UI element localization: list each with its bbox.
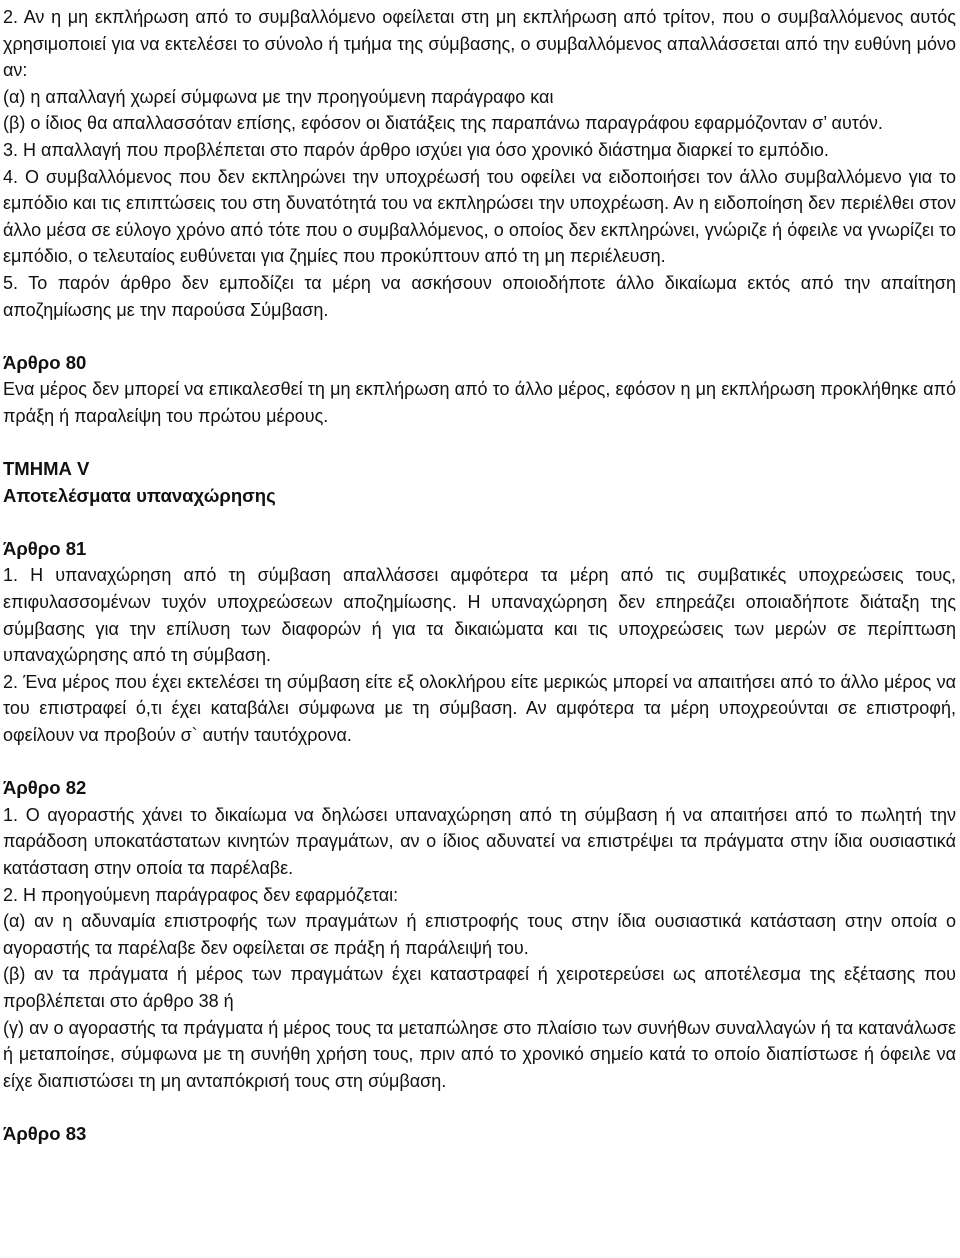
article79-item-b: (β) ο ίδιος θα απαλλασσόταν επίσης, εφόσον οι διατάξεις της παραπάνω παραγράφου εφαρμόζονταν σ’ αυτόν. (3, 113, 883, 134)
article80-text: Ενα μέρος δεν μπορεί να επικαλεσθεί τη μη εκπλήρωση από το άλλο μέρος, εφόσον η μη εκπλήρωση προκλήθηκε από πράξη ή παραλείψη του πρώτου μέρους. (3, 379, 956, 426)
spacer (3, 323, 956, 350)
article83-heading: Άρθρο 83 (3, 1122, 87, 1144)
spacer (3, 430, 956, 457)
article82-heading: Άρθρο 82 (3, 777, 87, 799)
article79-paragraph-2: 2. Αν η μη εκπλήρωση από το συμβαλλόμενο οφείλεται στη μη εκπλήρωση από τρίτον, που ο συμβαλλόμενος αυτός χρησιμοποιεί για να εκτελέσει το σύνολο ή τμήμα της σύμβασης, ο συμβαλλόμενος απαλλάσσεται από την ευθύνη μόνο αν: (3, 7, 956, 81)
article80-heading: Άρθρο 80 (3, 351, 87, 373)
article81-heading: Άρθρο 81 (3, 537, 87, 559)
section-heading: ΤΜΗΜΑ V (3, 458, 90, 480)
article82-item-c: (γ) αν ο αγοραστής τα πράγματα ή μέρος τους τα μεταπώλησε στο πλαίσιο των συνήθων συναλλαγών ή τα κατανάλωσε ή μεταποίησε, σύμφωνα με τη συνήθη χρήση τους, πριν από το χρονικό σημείο κατά το οποίο διαπίστωσε ή όφειλε να είχε διαπιστώσει τη μη ανταπόκρισή τους στη σύμβαση. (3, 1017, 956, 1091)
article82-paragraph-1: 1. Ο αγοραστής χάνει το δικαίωμα να δηλώσει υπαναχώρηση από τη σύμβαση ή να απαιτήσει από το πωλητή την παράδοση υποκατάστατων κινητών πραγμάτων, αν ο ίδιος αδυνατεί να επιστρέψει τα πράγματα στην ίδια ουσιαστικά κατάσταση στην οποία τα παρέλαβε. (3, 804, 956, 878)
article79-item-a: (α) η απαλλαγή χωρεί σύμφωνα με την προηγούμενη παράγραφο και (3, 86, 554, 107)
article79-paragraph-4: 4. Ο συμβαλλόμενος που δεν εκπληρώνει την υποχρέωσή του οφείλει να ειδοποιήσει τον άλλο συμβαλλόμενο για το εμπόδιο και τις επιπτώσεις του στη δυνατότητά του να εκπληρώσει την υποχρέωση. Αν η ειδοποίηση δεν περιέλθει στον άλλο μέσα σε εύλογο χρόνο από τότε που ο συμβαλλόμενος, ο οποίος δεν εκπληρώνει, γνώριζε ή όφειλε να γνωρίζει το εμπόδιο, ο τελευταίος ευθύνεται για ζημίες που προκύπτουν από τη μη περιέλευση. (3, 166, 956, 267)
article82-item-b: (β) αν τα πράγματα ή μέρος των πραγμάτων έχει καταστραφεί ή χειροτερεύσει ως αποτέλεσμα της εξέτασης που προβλέπεται στο άρθρο 38 ή (3, 964, 956, 1011)
article79-paragraph-3: 3. Η απαλλαγή που προβλέπεται στο παρόν άρθρο ισχύει για όσο χρονικό διάστημα διαρκεί το εμπόδιο. (3, 139, 829, 160)
spacer (3, 509, 956, 536)
article82-paragraph-2: 2. Η προηγούμενη παράγραφος δεν εφαρμόζεται: (3, 884, 399, 905)
spacer (3, 1094, 956, 1121)
article81-paragraph-1: 1. Η υπαναχώρηση από τη σύμβαση απαλλάσσει αμφότερα τα μέρη από τις συμβατικές υποχρεώσεις τους, επιφυλασσομένων τυχόν υποχρεώσεων αποζημίωσης. Η υπαναχώρηση δεν επηρεάζει οποιαδήποτε διάταξη της σύμβασης για την επίλυση των διαφορών ή για τα δικαιώματα και τις υποχρεώσεις των μερών σε περίπτωση υπαναχώρησης από τη σύμβαση. (3, 565, 956, 666)
article81-paragraph-2: 2. Ένα μέρος που έχει εκτελέσει τη σύμβαση είτε εξ ολοκλήρου είτε μερικώς μπορεί να απαιτήσει από το άλλο μέρος να του επιστραφεί ό,τι έχει καταβάλει σύμφωνα με τη σύμβαση. Αν αμφότερα τα μέρη υποχρεούνται σε επιστροφή, οφείλουν να προβούν σ` αυτήν ταυτόχρονα. (3, 671, 956, 746)
spacer (3, 749, 956, 776)
article82-item-a: (α) αν η αδυναμία επιστροφής των πραγμάτων ή επιστροφής τους στην ίδια ουσιαστικά κατάσταση στην οποία ο αγοραστής τα παρέλαβε δεν οφείλεται σε πράξη ή παράλειψή του. (3, 911, 956, 958)
section-subheading: Αποτελέσματα υπαναχώρησης (3, 484, 276, 506)
article79-paragraph-5: 5. Το παρόν άρθρο δεν εμποδίζει τα μέρη να ασκήσουν οποιοδήποτε άλλο δικαίωμα εκτός από την απαίτηση αποζημίωσης με την παρούσα Σύμβαση. (3, 272, 956, 320)
